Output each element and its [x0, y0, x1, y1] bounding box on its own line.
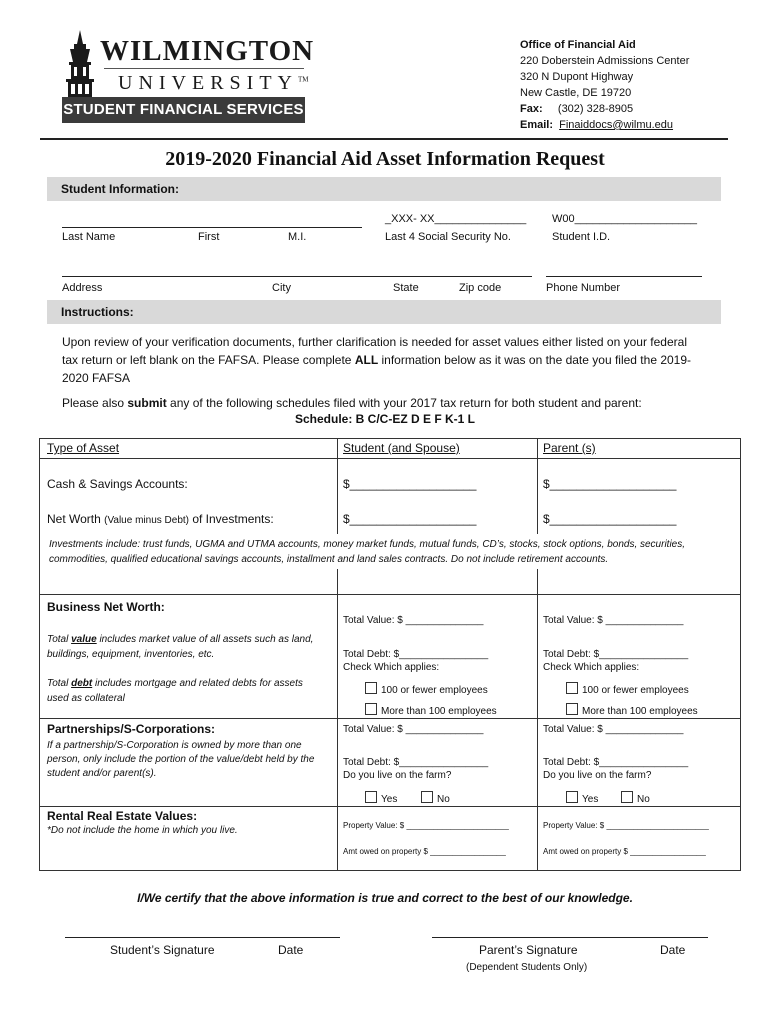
schedules-instruction: Please also submit any of the following schedules filed with your 2017 tax return for both student and parent:: [62, 396, 642, 410]
student-info-heading: Student Information:: [47, 177, 721, 201]
office-email: Email: Finaiddocs@wilmu.edu: [520, 119, 674, 131]
first-name-label: First: [198, 231, 220, 243]
student-investments-field[interactable]: $___________________: [343, 512, 477, 526]
checkbox-icon[interactable]: [566, 791, 578, 803]
student-check-applies-label: Check Which applies:: [343, 662, 440, 673]
checkbox-icon[interactable]: [365, 682, 377, 694]
col-type-of-asset: Type of Asset: [47, 441, 120, 455]
checkbox-icon[interactable]: [421, 791, 433, 803]
student-amt-owed-field[interactable]: Amt owed on property $ _________________: [343, 847, 506, 856]
certification-statement: I/We certify that the above information is true and correct to the best of our knowledge.: [137, 891, 633, 905]
business-net-worth-label: Business Net Worth:: [47, 600, 165, 614]
name-field[interactable]: [62, 227, 362, 228]
student-more-than-100-option[interactable]: More than 100 employees: [365, 703, 497, 717]
parent-signature-label: Parent’s Signature: [479, 943, 578, 957]
dependent-students-note: (Dependent Students Only): [466, 962, 588, 973]
student-cash-field[interactable]: $___________________: [343, 477, 477, 491]
zip-label: Zip code: [459, 282, 502, 294]
office-address-line2: 320 N Dupont Highway: [520, 71, 634, 83]
office-address-line3: New Castle, DE 19720: [520, 87, 632, 99]
student-signature-label: Student’s Signature: [110, 943, 215, 957]
logo-banner: STUDENT FINANCIAL SERVICES: [62, 97, 305, 123]
partnerships-note: If a partnership/S-Corporation is owned by more than one person, only include the portion of the value/debt held by the student and/or parent(s).: [47, 740, 315, 779]
student-partnership-debt-field[interactable]: Total Debt: $________________: [343, 757, 489, 768]
checkbox-icon[interactable]: [365, 703, 377, 715]
partnerships-label: Partnerships/S-Corporations:: [47, 722, 216, 736]
office-title: Office of Financial Aid: [520, 39, 636, 51]
checkbox-icon[interactable]: [621, 791, 633, 803]
office-contact-block: [520, 37, 689, 133]
student-business-debt-field[interactable]: Total Debt: $________________: [343, 649, 489, 660]
student-farm-yes-option[interactable]: Yes: [365, 791, 397, 805]
student-business-value-field[interactable]: Total Value: $ ______________: [343, 615, 484, 626]
email-link[interactable]: Finaiddocs@wilmu.edu: [559, 119, 674, 131]
rental-real-estate-label: Rental Real Estate Values:: [47, 809, 198, 823]
parent-amt-owed-field[interactable]: Amt owed on property $ _________________: [543, 847, 706, 856]
cash-savings-label: Cash & Savings Accounts:: [47, 477, 188, 491]
parent-check-applies-label: Check Which applies:: [543, 662, 640, 673]
instructions-heading: Instructions:: [47, 300, 721, 324]
student-id-field[interactable]: W00____________________: [552, 213, 697, 225]
rental-note: *Do not include the home in which you live.: [47, 825, 238, 836]
state-label: State: [393, 282, 419, 294]
student-farm-no-option[interactable]: No: [421, 791, 450, 805]
phone-label: Phone Number: [546, 282, 620, 294]
logo-divider: [104, 68, 304, 69]
phone-field[interactable]: [546, 276, 702, 277]
business-row-divider: [39, 718, 741, 719]
col-divider-2b: [537, 569, 538, 871]
student-signature-field[interactable]: [65, 937, 340, 938]
parent-farm-yes-option[interactable]: Yes: [566, 791, 598, 805]
last-name-label: Last Name: [62, 231, 116, 243]
col-divider-1a: [337, 438, 338, 534]
logo-wordmark-line1: WILMINGTON: [100, 35, 315, 67]
instructions-paragraph: Upon review of your verification documents, further clarification is needed for asset values either listed on your federal tax return or left blank on the FAFSA. Please complete ALL information below as it was on the date you filed the 2019-2020 FAFSA: [62, 335, 692, 385]
student-partnership-value-field[interactable]: Total Value: $ ______________: [343, 724, 484, 735]
ssn-field[interactable]: _XXX- XX_______________: [385, 213, 527, 225]
header-row-divider: [39, 458, 741, 459]
investments-note: Investments include: trust funds, UGMA and UTMA accounts, money market funds, mutual funds, CD’s, stocks, stock options, bonds, securities, commodities, qualified educational savings accounts, installment and land sales contracts. Do not include retirement accounts.: [47, 537, 727, 567]
col-student: Student (and Spouse): [343, 441, 460, 455]
student-id-label: Student I.D.: [552, 231, 611, 243]
investments-row-divider: [39, 594, 741, 595]
net-worth-label: Net Worth (Value minus Debt) of Investments:: [47, 512, 274, 526]
partnership-row-divider: [39, 806, 741, 807]
checkbox-icon[interactable]: [365, 791, 377, 803]
middle-initial-label: M.I.: [288, 231, 307, 243]
col-divider-1b: [337, 569, 338, 871]
checkbox-icon[interactable]: [566, 682, 578, 694]
city-label: City: [272, 282, 291, 294]
parent-investments-field[interactable]: $___________________: [543, 512, 677, 526]
parent-property-value-field[interactable]: Property Value: $ _______________________: [543, 821, 709, 830]
business-debt-note: Total debt includes mortgage and related debts for assets used as collateral: [47, 678, 303, 704]
col-divider-2a: [537, 438, 538, 534]
parent-date-label: Date: [660, 943, 686, 957]
address-label: Address: [62, 282, 103, 294]
checkbox-icon[interactable]: [566, 703, 578, 715]
student-date-label: Date: [278, 943, 304, 957]
page-title: 2019-2020 Financial Aid Asset Information Request: [165, 148, 605, 170]
parent-business-value-field[interactable]: Total Value: $ ______________: [543, 615, 684, 626]
parent-farm-question: Do you live on the farm?: [543, 770, 652, 781]
ssn-label: Last 4 Social Security No.: [385, 231, 511, 243]
student-100-or-fewer-option[interactable]: 100 or fewer employees: [365, 682, 488, 696]
header-divider: [40, 138, 728, 140]
schedules-list: Schedule: B C/C-EZ D E F K-1 L: [294, 412, 475, 426]
office-fax: Fax: (302) 328-8905: [520, 103, 634, 115]
parent-partnership-debt-field[interactable]: Total Debt: $________________: [543, 757, 689, 768]
parent-cash-field[interactable]: $___________________: [543, 477, 677, 491]
parent-business-debt-field[interactable]: Total Debt: $________________: [543, 649, 689, 660]
office-address-line1: 220 Doberstein Admissions Center: [520, 55, 690, 67]
business-value-note: Total value includes market value of all assets such as land, buildings, equipment, inventories, etc.: [47, 634, 314, 660]
student-farm-question: Do you live on the farm?: [343, 770, 452, 781]
parent-farm-no-option[interactable]: No: [621, 791, 650, 805]
parent-signature-field[interactable]: [432, 937, 708, 938]
parent-partnership-value-field[interactable]: Total Value: $ ______________: [543, 724, 684, 735]
parent-100-or-fewer-option[interactable]: 100 or fewer employees: [566, 682, 689, 696]
address-field[interactable]: [62, 276, 532, 277]
col-parent: Parent (s): [543, 441, 596, 455]
logo-wordmark-line2: UNIVERSITY™: [118, 72, 309, 94]
parent-more-than-100-option[interactable]: More than 100 employees: [566, 703, 698, 717]
student-property-value-field[interactable]: Property Value: $ _______________________: [343, 821, 509, 830]
